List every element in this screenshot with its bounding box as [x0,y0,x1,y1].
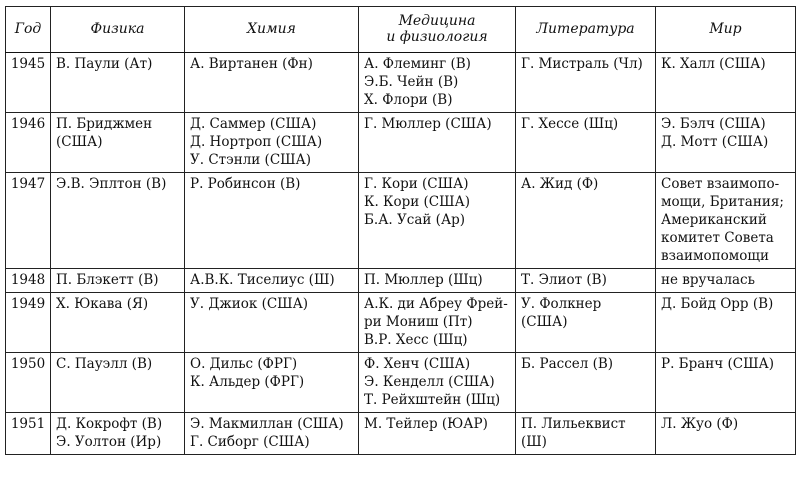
laureate-line: П. Лильеквист [521,416,626,432]
laureate-line: взаимопомощи [661,248,769,264]
physics-cell [51,413,185,455]
laureate-line: С. Пауэлл (В) [56,356,153,372]
laureate-line: Г. Мистраль (Чл) [521,56,643,72]
year-cell: 1950 [6,353,51,413]
laureate-line: У. Фолкнер [521,296,602,312]
laureate-line: Г. Хессе (Шц) [521,116,619,132]
table-row [6,173,796,269]
literature-cell [516,269,656,293]
medicine-cell [359,413,516,455]
physics-cell [51,173,185,269]
literature-cell [516,353,656,413]
table-row [6,293,796,353]
laureate-line: У. Стэнли (США) [190,152,312,168]
laureate-line: (США) [56,134,103,150]
laureate-line: Г. Кори (США) [364,176,469,192]
physics-cell [51,113,185,173]
laureate-line: А. Флеминг (В) [364,56,471,72]
laureate-line: П. Мюллер (Шц) [364,272,483,288]
laureate-line: Т. Рейхштейн (Шц) [364,392,501,408]
laureate-line: Э. Кенделл (США) [364,374,495,390]
laureate-line: Э.В. Эплтон (В) [56,176,167,192]
year-cell: 1947 [6,173,51,269]
literature-cell [516,113,656,173]
laureate-line: А. Жид (Ф) [521,176,599,192]
chemistry-cell [185,53,359,113]
peace-cell [656,353,796,413]
laureate-line: Д. Нортроп (США) [190,134,323,150]
laureate-line: Д. Кокрофт (В) [56,416,163,432]
laureate-line: Э. Уолтон (Ир) [56,434,162,450]
laureate-line: мощи, Британия; [661,194,784,210]
laureate-line: М. Тейлер (ЮАР) [364,416,488,432]
peace-cell [656,293,796,353]
laureate-line: П. Блэкетт (В) [56,272,159,288]
laureate-line: А.К. ди Абреу Фрей- [364,296,508,312]
laureate-line: О. Дильс (ФРГ) [190,356,298,372]
literature-cell [516,413,656,455]
table-body [6,53,796,455]
laureate-line: Р. Бранч (США) [661,356,774,372]
header-year: Год [6,7,51,53]
header-medicine: Медицина и физиология [359,7,516,53]
table-row [6,53,796,113]
laureate-line: Совет взаимопо- [661,176,780,192]
peace-cell [656,269,796,293]
laureate-line: Г. Сиборг (США) [190,434,310,450]
laureate-line: Э. Бэлч (США) [661,116,766,132]
table-row [6,353,796,413]
laureate-line: (Ш) [521,434,547,450]
laureate-line: В.Р. Хесс (Шц) [364,332,468,348]
laureate-line: Ф. Хенч (США) [364,356,471,372]
laureate-line: комитет Совета [661,230,774,246]
medicine-cell [359,269,516,293]
year-cell: 1951 [6,413,51,455]
medicine-cell [359,353,516,413]
laureate-line: К. Халл (США) [661,56,766,72]
peace-cell [656,113,796,173]
laureate-line: К. Кори (США) [364,194,471,210]
peace-cell [656,53,796,113]
header-physics: Физика [51,7,185,53]
literature-cell [516,293,656,353]
laureate-line: ри Мониш (Пт) [364,314,473,330]
laureate-line: (США) [521,314,568,330]
medicine-cell [359,173,516,269]
laureate-line: П. Бриджмен [56,116,153,132]
header-peace: Мир [656,7,796,53]
peace-cell [656,413,796,455]
header-row [6,7,796,53]
year-cell: 1946 [6,113,51,173]
laureate-line: А.В.К. Тиселиус (Ш) [190,272,335,288]
literature-cell [516,173,656,269]
chemistry-cell [185,173,359,269]
header-literature: Литература [516,7,656,53]
laureate-line: Х. Флори (В) [364,92,453,108]
medicine-cell [359,293,516,353]
chemistry-cell [185,413,359,455]
table-row [6,269,796,293]
physics-cell [51,353,185,413]
physics-cell [51,293,185,353]
laureate-line: Д. Мотт (США) [661,134,769,150]
year-cell: 1945 [6,53,51,113]
laureate-line: Д. Саммер (США) [190,116,317,132]
chemistry-cell [185,269,359,293]
laureate-line: Э. Макмиллан (США) [190,416,344,432]
laureate-line: Б.А. Усай (Ар) [364,212,466,228]
laureate-line: Р. Робинсон (В) [190,176,301,192]
table-row [6,413,796,455]
year-cell: 1949 [6,293,51,353]
header-chemistry: Химия [185,7,359,53]
laureate-line: Л. Жуо (Ф) [661,416,739,432]
laureate-line: не вручалась [661,272,755,288]
laureate-line: К. Альдер (ФРГ) [190,374,305,390]
peace-cell [656,173,796,269]
chemistry-cell [185,293,359,353]
medicine-cell [359,53,516,113]
laureate-line: Американский [661,212,767,228]
laureate-line: Т. Элиот (В) [521,272,607,288]
laureate-line: А. Виртанен (Фн) [190,56,313,72]
physics-cell [51,53,185,113]
table-row [6,113,796,173]
laureate-line: Э.Б. Чейн (В) [364,74,459,90]
laureate-line: Б. Рассел (В) [521,356,614,372]
laureate-line: Х. Юкава (Я) [56,296,149,312]
year-cell: 1948 [6,269,51,293]
laureate-line: У. Джиок (США) [190,296,309,312]
nobel-laureates-table [5,6,796,455]
laureate-line: В. Паули (Ат) [56,56,153,72]
laureate-line: Г. Мюллер (США) [364,116,492,132]
medicine-cell [359,113,516,173]
chemistry-cell [185,353,359,413]
laureate-line: Д. Бойд Орр (В) [661,296,774,312]
literature-cell [516,53,656,113]
chemistry-cell [185,113,359,173]
physics-cell [51,269,185,293]
